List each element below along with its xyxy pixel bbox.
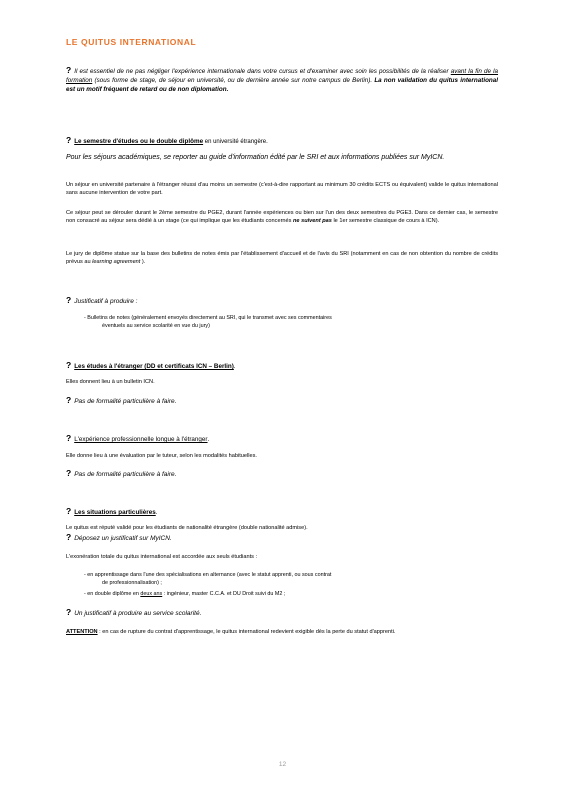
intro-paragraph: ? Il est essentiel de ne pas négliger l'expérience internationale dans votre cursus et d'examiner avec soin les possibilités de la réaliser avant la fin de la formation (sous forme de stage, de séjour en université, ou de dernière année sur notre campus de Berlin). La non validation du quitus international est un motif fréquent de retard ou de non diplomation. xyxy=(66,65,499,93)
section-etudes-title: ? Les études à l'étranger (DD et certificats ICN – Berlin). xyxy=(66,360,236,370)
question-mark-icon: ? xyxy=(66,532,72,542)
section-experience-text: Elle donne lieu à une évaluation par le tuteur, selon les modalités habituelles. xyxy=(66,453,257,459)
page-title: LE QUITUS INTERNATIONAL xyxy=(66,37,197,47)
section-semestre-title: ? Le semestre d'études ou le double diplôme en université étrangère. xyxy=(66,135,268,145)
question-mark-icon: ? xyxy=(66,395,72,405)
section-situations-note-2: ? Un justificatif à produire au service scolarité. xyxy=(66,607,202,617)
list-item: - en double diplôme en deux ans : ingénieur, master C.C.A. et DU Droit suivi du M2 ; xyxy=(84,591,286,597)
question-mark-icon: ? xyxy=(66,468,72,478)
question-mark-icon: ? xyxy=(66,135,72,145)
intro-underline: avant la fin de la formation xyxy=(66,68,499,84)
question-mark-icon: ? xyxy=(66,65,72,75)
section-semestre-paragraph-1: Un séjour en université partenaire à l'étranger réussi d'au moins un semestre (c'est-à-dire rapportant au minimum 30 crédits ECTS ou équivalent) valide le quitus international sans aucune intervention de votre part. xyxy=(66,182,498,196)
question-mark-icon: ? xyxy=(66,607,72,617)
section-situations-note: ? Déposez un justificatif sur MyICN. xyxy=(66,532,172,542)
section-semestre-lead: Pour les séjours académiques, se reporter au guide d'information édité par le SRI et aux informations publiées sur MyICN. xyxy=(66,154,445,161)
intro-warning: La non validation du quitus international est un motif fréquent de retard ou de non diplomation. xyxy=(66,77,499,93)
list-item: - Bulletins de notes (généralement envoyés directement au SRI, qui le transmet avec ses commentaires éventuels au service scolarité en vue du jury) xyxy=(84,315,332,329)
section-experience-note: ? Pas de formalité particulière à faire. xyxy=(66,468,177,478)
list-item: - en apprentissage dans l'une des spécialisations en alternance (avec le statut apprenti, ou sous contrat de professionnalisation) ; xyxy=(84,572,332,586)
section-situations-title: ? Les situations particulières. xyxy=(66,506,158,516)
question-mark-icon: ? xyxy=(66,295,72,305)
question-mark-icon: ? xyxy=(66,360,72,370)
attention-label: ATTENTION xyxy=(66,629,98,635)
section-etudes-text: Elles donnent lieu à un bulletin ICN. xyxy=(66,379,155,385)
question-mark-icon: ? xyxy=(66,506,72,516)
page-number: 12 xyxy=(278,761,287,768)
section-semestre-paragraph-3: Le jury de diplôme statue sur la base des bulletins de notes émis par l'établissement d'accueil et de l'avis du SRI (notamment en cas de non obtention du nombre de crédits prévus au learning agreement ). xyxy=(66,251,498,265)
section-situations-text: Le quitus est réputé validé pour les étudiants de nationalité étrangère (double nationalité admise). xyxy=(66,525,308,531)
section-situations-exoneration: L'exonération totale du quitus international est accordée aux seuls étudiants : xyxy=(66,554,258,560)
section-experience-title: ? L'expérience professionnelle longue à l'étranger. xyxy=(66,433,210,443)
section-justificatif-title: ? Justificatif à produire : xyxy=(66,295,138,305)
question-mark-icon: ? xyxy=(66,433,72,443)
attention-paragraph: ATTENTION : en cas de rupture du contrat d'apprentissage, le quitus international redevient exigible dès la perte du statut d'apprenti. xyxy=(66,629,396,635)
section-semestre-paragraph-2: Ce séjour peut se dérouler durant le 2ème semestre du PGE2, durant l'année expériences ou bien sur l'un des deux semestres du PGE3. Dans ce dernier cas, le semestre non consacré au séjour sera dédié à un stage (ce qui implique que les étudiants concernés ne suivent pas le 1er semestre classique de cours à ICN). xyxy=(66,210,498,224)
section-etudes-note: ? Pas de formalité particulière à faire. xyxy=(66,395,177,405)
